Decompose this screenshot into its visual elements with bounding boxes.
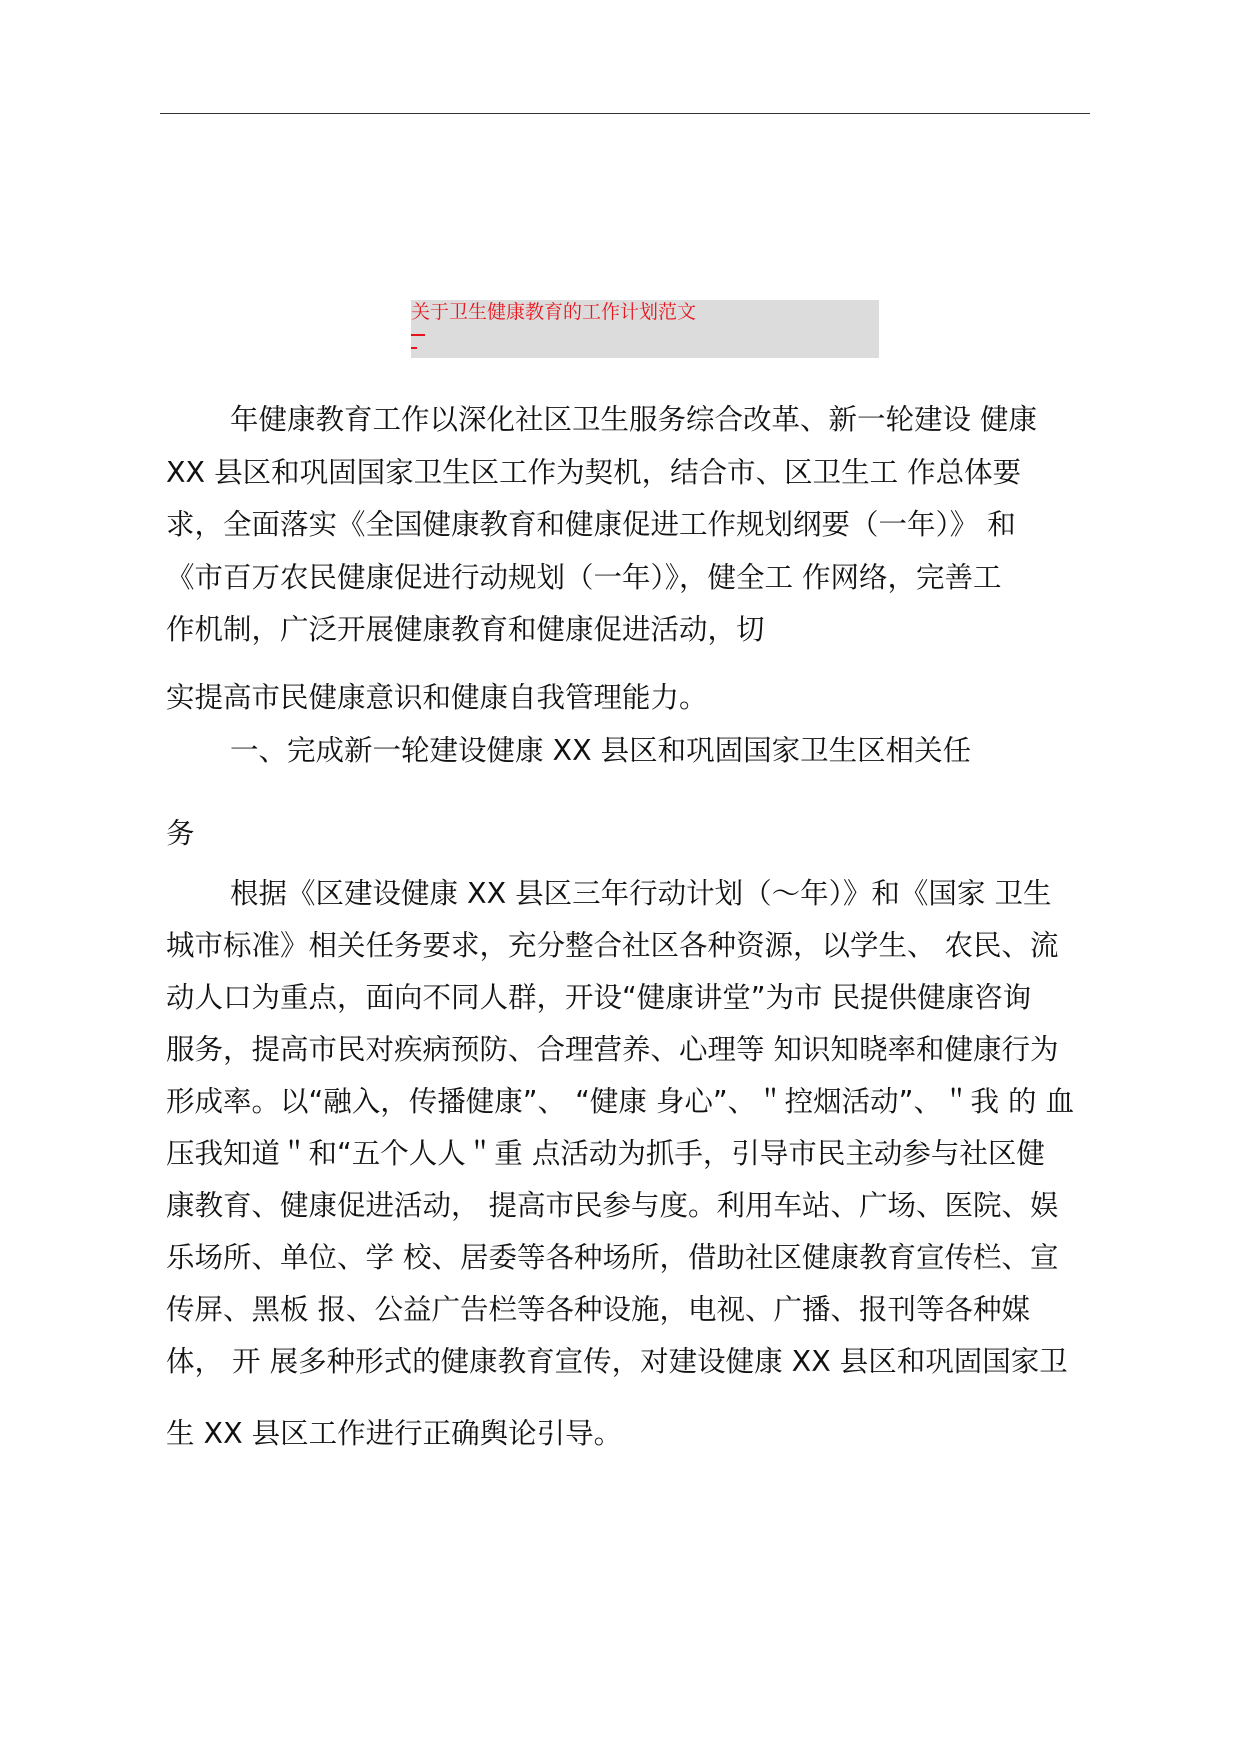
section-body-line-9: 传屏、黑板 报、公益广告栏等各种设施，电视、广播、报刊等各种媒	[166, 1293, 1031, 1326]
title-banner	[411, 300, 879, 358]
section-heading-line-1: 一、完成新一轮建设健康 XX 县区和巩固国家卫生区相关任	[230, 734, 972, 767]
section-body-line-3: 动人口为重点，面向不同人群，开设“健康讲堂”为市 民提供健康咨询	[166, 981, 1032, 1014]
paragraph-1-line-1: 年健康教育工作以深化社区卫生服务综合改革、新一轮建设 健康	[230, 403, 1038, 436]
paragraph-1-line-6: 实提高市民健康意识和健康自我管理能力。	[166, 681, 708, 714]
section-body-line-1: 根据《区建设健康 XX 县区三年行动计划（～年）》和《国家 卫生	[230, 877, 1052, 910]
section-heading-line-2: 务	[166, 817, 195, 850]
paragraph-1-line-3: 求，全面落实《全国健康教育和健康促进工作规划纲要（一年）》 和	[166, 508, 1016, 541]
document-title: 关于卫生健康教育的工作计划范文	[411, 301, 697, 323]
section-body-line-7: 康教育、健康促进活动， 提高市民参与度。利用车站、广场、医院、娱	[166, 1189, 1059, 1222]
section-body-line-4: 服务，提高市民对疾病预防、合理营养、心理等 知识知晓率和健康行为	[166, 1033, 1059, 1066]
section-body-line-8: 乐场所、单位、学 校、居委等各种场所，借助社区健康教育宣传栏、宣	[166, 1241, 1059, 1274]
title-mark-2	[411, 347, 417, 349]
paragraph-1-line-5: 作机制，广泛开展健康教育和健康促进活动，切	[166, 613, 765, 646]
paragraph-1-line-4: 《市百万农民健康促进行动规划（一年）》，健全工 作网络，完善工	[166, 561, 1002, 594]
paragraph-1-line-2: XX 县区和巩固国家卫生区工作为契机，结合市、区卫生工 作总体要	[166, 456, 1022, 489]
section-body-line-10: 体， 开 展多种形式的健康教育宣传，对建设健康 XX 县区和巩固国家卫	[166, 1345, 1068, 1378]
section-body-line-6: 压我知道＂和“五个人人＂重 点活动为抓手，引导市民主动参与社区健	[166, 1137, 1045, 1170]
section-body-line-11: 生 XX 县区工作进行正确舆论引导。	[166, 1417, 623, 1450]
section-body-line-2: 城市标准》相关任务要求，充分整合社区各种资源，以学生、 农民、流	[166, 929, 1059, 962]
section-body-line-5: 形成率。以“融入，传播健康”、 “健康 身心”、＂控烟活动”、＂我 的 血	[166, 1085, 1075, 1118]
header-rule	[160, 113, 1090, 114]
title-mark-1	[411, 334, 425, 336]
